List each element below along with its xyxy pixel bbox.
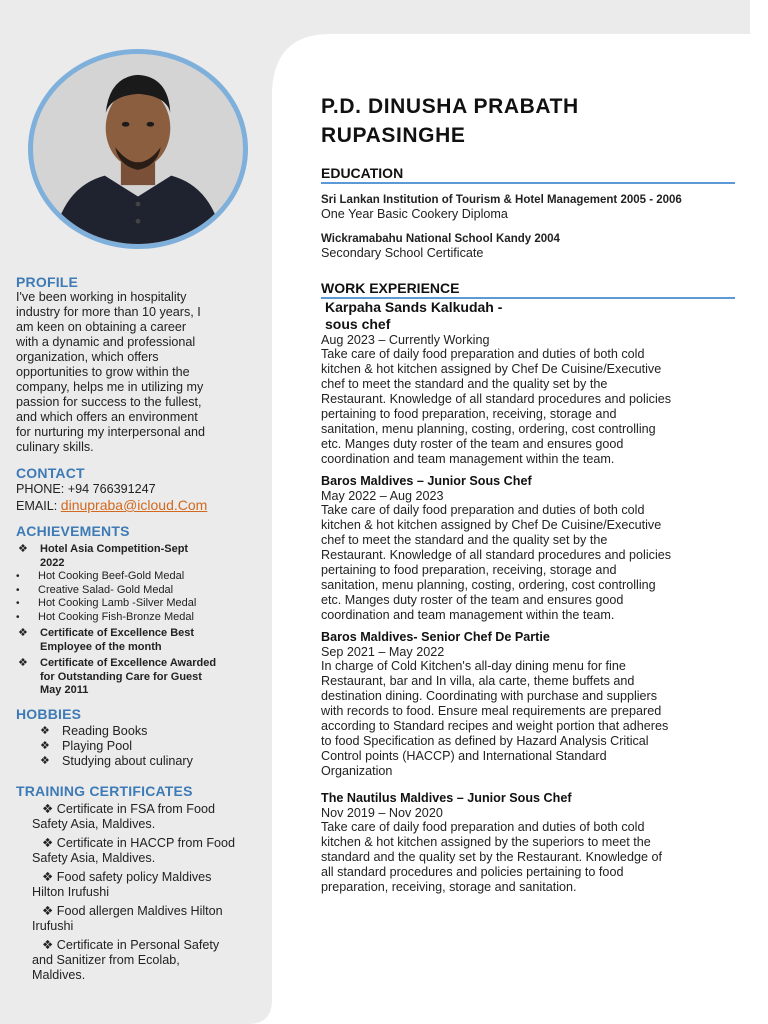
training-item <box>32 801 256 832</box>
achievement-line: Creative Salad- Gold Medal <box>38 583 174 596</box>
job-desc-line: with records to food. Ensure meal requirements are prepared <box>321 704 662 718</box>
profile-line: I've been working in hospitality <box>16 290 187 304</box>
name-line-1: P.D. DINUSHA PRABATH <box>321 95 579 118</box>
work-rule <box>321 297 735 299</box>
training-line: Safety Asia, Maldives. <box>32 816 156 831</box>
job-description <box>321 503 741 623</box>
job-desc-line: Take care of daily food preparation and duties of both cold <box>321 820 645 834</box>
job-item <box>321 299 741 467</box>
training-heading: TRAINING CERTIFICATES <box>16 782 193 799</box>
bullet-icon: ❖ <box>18 627 28 639</box>
hobby-item <box>40 754 256 769</box>
contact-email-row <box>16 497 256 514</box>
job-desc-line: In charge of Cold Kitchen's all-day dining menu for fine <box>321 659 626 673</box>
education-item <box>321 232 741 261</box>
job-desc-line: Take care of daily food preparation and duties of both cold <box>321 347 645 361</box>
profile-heading: PROFILE <box>16 274 79 290</box>
job-desc-line: kitchen & hot kitchen assigned by Chef De Cuisine/Executive <box>321 518 662 532</box>
job-description <box>321 659 741 779</box>
profile-line: am keen on obtaining a career <box>16 320 187 334</box>
job-desc-line: all standard procedures and policies pertaining to food <box>321 865 624 879</box>
achievement-item <box>16 543 256 570</box>
job-desc-line: etc. Manges duty roster of the team and ensures good <box>321 593 624 607</box>
contact-phone: PHONE: +94 766391247 <box>16 482 156 496</box>
work-heading <box>321 280 741 296</box>
main-content <box>321 92 741 895</box>
bullet-icon: ❖ <box>18 657 28 669</box>
email-label: EMAIL: <box>16 499 61 513</box>
training-line: Maldives. <box>32 967 86 982</box>
achievement-line: Certificate of Excellence Awarded <box>40 657 217 669</box>
job-desc-line: chef to meet the standard and the quality set by the <box>321 533 608 547</box>
training-line: ❖ Food allergen Maldives Hilton <box>42 903 223 918</box>
contact-heading: CONTACT <box>16 465 85 481</box>
education-subtitle: One Year Basic Cookery Diploma <box>321 207 508 221</box>
bullet-icon: ❖ <box>18 543 28 555</box>
training-line: Irufushi <box>32 918 74 933</box>
achievement-line: Hot Cooking Beef-Gold Medal <box>38 570 185 582</box>
achievement-item <box>16 627 256 654</box>
job-title: The Nautilus Maldives – Junior Sous Chef <box>321 791 572 805</box>
bullet-icon: ❖ <box>40 724 50 737</box>
training-line: ❖ Certificate in HACCP from Food <box>42 835 236 850</box>
job-title: Baros Maldives- Senior Chef De Partie <box>321 630 550 644</box>
training-line: and Sanitizer from Ecolab, <box>32 952 180 967</box>
job-desc-line: according to Standard recipes and weight portion that adheres <box>321 719 669 733</box>
achievements-list <box>16 543 256 698</box>
job-desc-line: kitchen & hot kitchen assigned by Chef De Cuisine/Executive <box>321 362 662 376</box>
profile-line: organization, which offers <box>16 350 159 364</box>
achievement-line: 2022 <box>40 556 65 569</box>
achievement-text <box>38 584 173 598</box>
job-desc-line: kitchen & hot kitchen assigned by the superiors to meet the <box>321 835 651 849</box>
achievement-text <box>40 627 194 654</box>
bullet-icon: ❖ <box>40 754 50 767</box>
bullet-icon: • <box>16 584 20 596</box>
bullet-icon: ❖ <box>40 739 50 752</box>
achievement-text <box>38 611 194 625</box>
hobby-item <box>40 724 256 739</box>
achievement-item <box>16 597 256 611</box>
education-rule <box>321 182 735 184</box>
achievement-line: Hot Cooking Lamb -Silver Medal <box>38 597 197 609</box>
hobby-item <box>40 739 256 754</box>
education-heading-text: EDUCATION <box>321 165 404 181</box>
achievement-line: Certificate of Excellence Best <box>40 627 195 639</box>
job-desc-line: Restaurant. Knowledge of all standard procedures and policies <box>321 392 672 406</box>
job-date: Sep 2021 – May 2022 <box>321 645 445 659</box>
achievements-heading: ACHIEVEMENTS <box>16 523 130 539</box>
job-desc-line: destination dining. Coordinating with purchase and suppliers <box>321 689 658 703</box>
achievement-text <box>40 543 188 570</box>
education-subtitle: Secondary School Certificate <box>321 246 484 260</box>
job-title <box>321 299 541 333</box>
bullet-icon: • <box>16 598 20 609</box>
training-item <box>32 835 256 866</box>
job-desc-line: standard and the quality set by the Restaurant. Knowledge of <box>321 850 662 864</box>
profile-line: company, helps me in utilizing my <box>16 380 204 394</box>
job-title-line: sous chef <box>325 316 391 332</box>
hobby-text: Studying about culinary <box>62 753 193 768</box>
job-desc-line: to food Specification as defined by Hazard Analysis Critical <box>321 734 649 748</box>
job-desc-line: Control points (HACCP) and International Standard <box>321 749 607 763</box>
education-heading <box>321 165 741 181</box>
job-date: May 2022 – Aug 2023 <box>321 489 444 503</box>
profile-line: opportunities to grow within the <box>16 365 190 379</box>
profile-photo <box>28 49 248 249</box>
training-list <box>16 802 256 983</box>
training-line: Safety Asia, Maldives. <box>32 850 156 865</box>
job-desc-line: coordination and team management within the team. <box>321 452 615 466</box>
profile-line: with a dynamic and professional <box>16 335 196 349</box>
job-date: Nov 2019 – Nov 2020 <box>321 806 443 820</box>
education-list <box>321 193 741 261</box>
job-desc-line: sanitation, menu planning, costing, ordering, cost controlling <box>321 422 656 436</box>
profile-text <box>16 290 256 455</box>
achievement-text <box>38 570 184 584</box>
work-heading-text: WORK EXPERIENCE <box>321 280 460 296</box>
job-item <box>321 791 741 895</box>
training-item <box>32 937 256 983</box>
achievement-line: Hotel Asia Competition-Sept <box>40 543 189 555</box>
achievement-line: Employee of the month <box>40 640 162 653</box>
job-title: Baros Maldives – Junior Sous Chef <box>321 474 532 488</box>
training-line: ❖ Food safety policy Maldives <box>42 869 212 884</box>
job-desc-line: sanitation, menu planning, costing, ordering, cost controlling <box>321 578 656 592</box>
achievement-item <box>16 657 256 698</box>
job-description <box>321 347 741 467</box>
sidebar <box>16 274 256 987</box>
training-item <box>32 903 256 934</box>
education-title: Sri Lankan Institution of Tourism & Hotel Management 2005 - 2006 <box>321 194 682 206</box>
hobby-text: Playing Pool <box>62 738 133 753</box>
hobby-text: Reading Books <box>62 723 148 738</box>
job-title-line: Karpaha Sands Kalkudah - <box>325 299 503 315</box>
job-desc-line: chef to meet the standard and the quality set by the <box>321 377 608 391</box>
education-item <box>321 193 741 222</box>
profile-line: industry for more than 10 years, I <box>16 305 201 319</box>
job-desc-line: pertaining to food preparation, receiving, storage and <box>321 407 617 421</box>
job-desc-line: preparation, receiving, storage and sanitation. <box>321 880 577 894</box>
achievement-line: for Outstanding Care for Guest <box>40 670 202 683</box>
job-date: Aug 2023 – Currently Working <box>321 333 490 347</box>
training-line: ❖ Certificate in Personal Safety <box>42 937 220 952</box>
job-item <box>321 630 741 779</box>
achievement-text <box>40 657 216 698</box>
job-desc-line: Restaurant. Knowledge of all standard procedures and policies <box>321 548 672 562</box>
achievement-text <box>38 597 196 611</box>
achievement-item <box>16 570 256 584</box>
achievement-line: Hot Cooking Fish-Bronze Medal <box>38 610 194 623</box>
work-list <box>321 299 741 895</box>
hobbies-list <box>16 724 256 769</box>
profile-line: culinary skills. <box>16 440 94 454</box>
job-desc-line: etc. Manges duty roster of the team and ensures good <box>321 437 624 451</box>
email-link[interactable]: dinupraba@icloud.Com <box>60 497 208 513</box>
education-title: Wickramabahu National School Kandy 2004 <box>321 233 560 245</box>
training-item <box>32 869 256 900</box>
job-desc-line: Take care of daily food preparation and duties of both cold <box>321 503 645 517</box>
achievement-item <box>16 611 256 625</box>
bullet-icon: • <box>16 571 20 582</box>
training-line: Hilton Irufushi <box>32 884 109 899</box>
job-description <box>321 820 741 895</box>
job-item <box>321 474 741 623</box>
profile-line: and which offers an environment <box>16 410 198 424</box>
job-desc-line: Organization <box>321 764 393 778</box>
bullet-icon: • <box>16 611 20 623</box>
achievement-item <box>16 584 256 598</box>
name-line-2: RUPASINGHE <box>321 124 466 147</box>
profile-line: for nurturing my interpersonal and <box>16 425 206 439</box>
profile-line: passion for success to the fullest, <box>16 395 202 409</box>
training-line: ❖ Certificate in FSA from Food <box>42 801 215 816</box>
job-desc-line: Restaurant, bar and In villa, ala carte, theme buffets and <box>321 674 635 688</box>
job-desc-line: coordination and team management within the team. <box>321 608 615 622</box>
job-desc-line: pertaining to food preparation, receiving, storage and <box>321 563 617 577</box>
hobbies-heading: HOBBIES <box>16 705 82 722</box>
achievement-line: May 2011 <box>40 684 89 696</box>
